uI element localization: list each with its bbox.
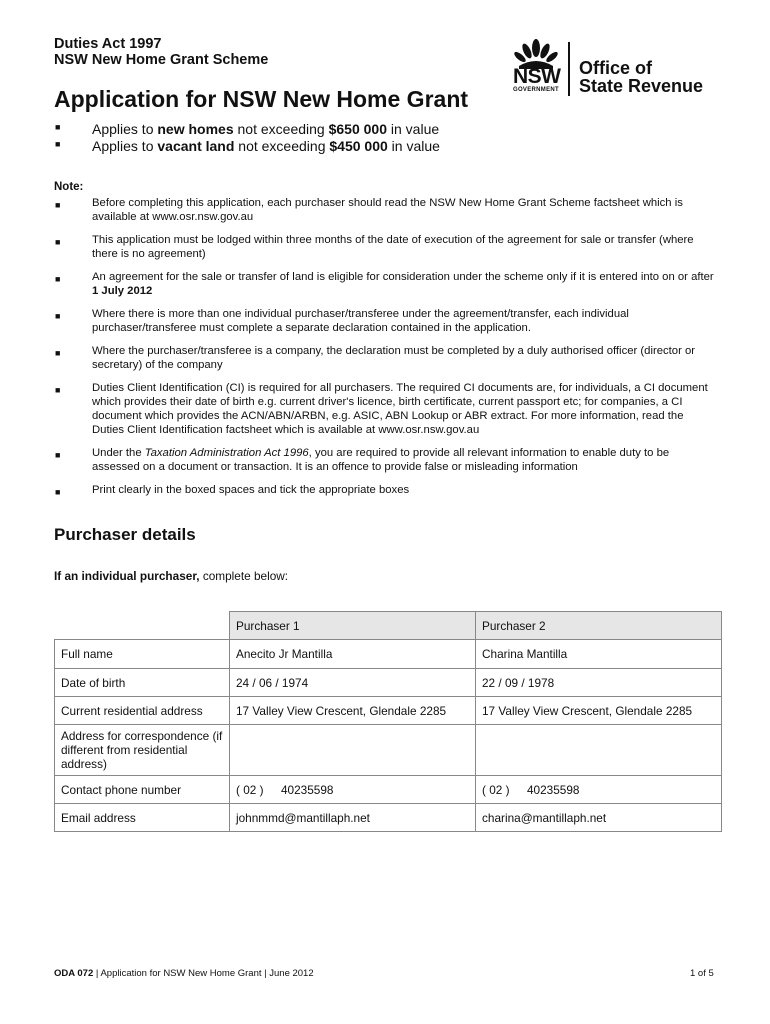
bullet-icon: ■ — [55, 487, 61, 497]
purchaser1-correspondence-field[interactable] — [230, 725, 476, 776]
purchaser1-phone-field[interactable] — [230, 776, 476, 804]
purchaser2-correspondence-field[interactable] — [476, 725, 722, 776]
phone-number: 40235598 — [527, 782, 580, 797]
row-label: Full name — [55, 640, 230, 669]
area-code: ( 02 ) — [236, 782, 264, 797]
note-item: ■ Print clearly in the boxed spaces and tick the appropriate boxes — [55, 484, 410, 497]
act-title: Duties Act 1997 — [54, 36, 162, 52]
row-label: Email address — [55, 804, 230, 832]
note-item: ■ This application must be lodged within three months of the date of execution of the agreement for sale or transfer (where there is no agreement) — [55, 234, 694, 260]
bullet-icon: ■ — [55, 385, 61, 395]
bullet-icon: ■ — [55, 274, 61, 284]
section-title: Purchaser details — [54, 525, 196, 544]
row-label: Contact phone number — [55, 776, 230, 804]
purchaser2-full-name-field[interactable]: Charina Mantilla — [476, 640, 722, 669]
purchaser1-header: Purchaser 1 — [230, 612, 476, 640]
purchaser1-email-field[interactable]: johnmmd@mantillaph.net — [230, 804, 476, 832]
applies-list — [54, 122, 694, 156]
row-label: Address for correspondence (if different from residential address) — [55, 725, 230, 776]
table-row — [55, 669, 722, 697]
bullet-icon: ■ — [55, 122, 61, 132]
bullet-icon: ■ — [55, 311, 61, 321]
government-wordmark: GOVERNMENT — [513, 87, 560, 93]
office-name-line1: Office of — [579, 58, 653, 78]
purchaser1-full-name-field[interactable]: Anecito Jr Mantilla — [230, 640, 476, 669]
page-number: 1 of 5 — [690, 968, 714, 979]
purchaser2-dob-field[interactable]: 22 / 09 / 1978 — [476, 669, 722, 697]
logo-divider — [568, 42, 570, 96]
purchaser2-phone-field[interactable] — [476, 776, 722, 804]
applies-item: ■ Applies to new homes not exceeding $650 000 in value — [55, 121, 440, 137]
scheme-title: NSW New Home Grant Scheme — [54, 52, 269, 68]
bullet-icon: ■ — [55, 139, 61, 149]
bullet-icon: ■ — [55, 348, 61, 358]
table-row — [55, 804, 722, 832]
note-item: ■ Where the purchaser/transferee is a company, the declaration must be completed by a duly authorised officer (director or secretary) of the company — [55, 345, 696, 371]
row-label: Date of birth — [55, 669, 230, 697]
note-item: ■ An agreement for the sale or transfer of land is eligible for consideration under the scheme only if it is entered into on or after 1 July 2012 — [55, 271, 714, 297]
table-row — [55, 640, 722, 669]
applies-item: ■ Applies to vacant land not exceeding $450 000 in value — [55, 138, 440, 154]
row-label: Current residential address — [55, 697, 230, 725]
bullet-icon: ■ — [55, 200, 61, 210]
table-row — [55, 725, 722, 776]
purchaser2-address-field[interactable]: 17 Valley View Crescent, Glendale 2285 — [476, 697, 722, 725]
nsw-osr-logo — [505, 38, 715, 98]
purchaser-table — [54, 611, 722, 832]
footer-info: ODA 072 | Application for NSW New Home Grant | June 2012 — [54, 968, 314, 979]
note-item: ■ Under the Taxation Administration Act 1996, you are required to provide all relevant information to enable duty to be assessed on a document or transaction. It is an offence to provide false or misleading information — [55, 447, 670, 473]
bullet-icon: ■ — [55, 237, 61, 247]
purchaser1-address-field[interactable]: 17 Valley View Crescent, Glendale 2285 — [230, 697, 476, 725]
table-row — [55, 776, 722, 804]
table-row — [55, 697, 722, 725]
page-title: Application for NSW New Home Grant — [54, 86, 469, 112]
table-header-row — [55, 612, 722, 640]
purchaser1-dob-field[interactable]: 24 / 06 / 1974 — [230, 669, 476, 697]
office-name-line2: State Revenue — [579, 76, 704, 96]
nsw-wordmark: NSW — [513, 65, 561, 88]
purchaser2-email-field[interactable]: charina@mantillaph.net — [476, 804, 722, 832]
note-item: ■ Duties Client Identification (CI) is required for all purchasers. The required CI documents are, for individuals, a CI document which provides their date of birth e.g. current driver's licence, birth certificate, current passport etc; for companies, a CI document which provides the ACN/ABN/ARBN, e.g. ASIC, ABN Lookup or ABR extract. For more information, read the Duties Client Identification factsheet which is available at www.osr.nsw.gov.au — [55, 382, 708, 436]
note-item: ■ Before completing this application, each purchaser should read the NSW New Home Grant Scheme factsheet which is available at www.osr.nsw.gov.au — [55, 197, 683, 223]
note-item: ■ Where there is more than one individual purchaser/transferee under the agreement/transfer, each individual purchaser/transferee must complete a separate declaration contained in the application. — [55, 308, 629, 334]
bullet-icon: ■ — [55, 450, 61, 460]
phone-number: 40235598 — [281, 782, 334, 797]
area-code: ( 02 ) — [482, 782, 510, 797]
note-label: Note: — [54, 181, 84, 193]
section-intro: If an individual purchaser, complete below: — [54, 569, 289, 583]
notes-list — [54, 196, 714, 506]
purchaser2-header: Purchaser 2 — [476, 612, 722, 640]
